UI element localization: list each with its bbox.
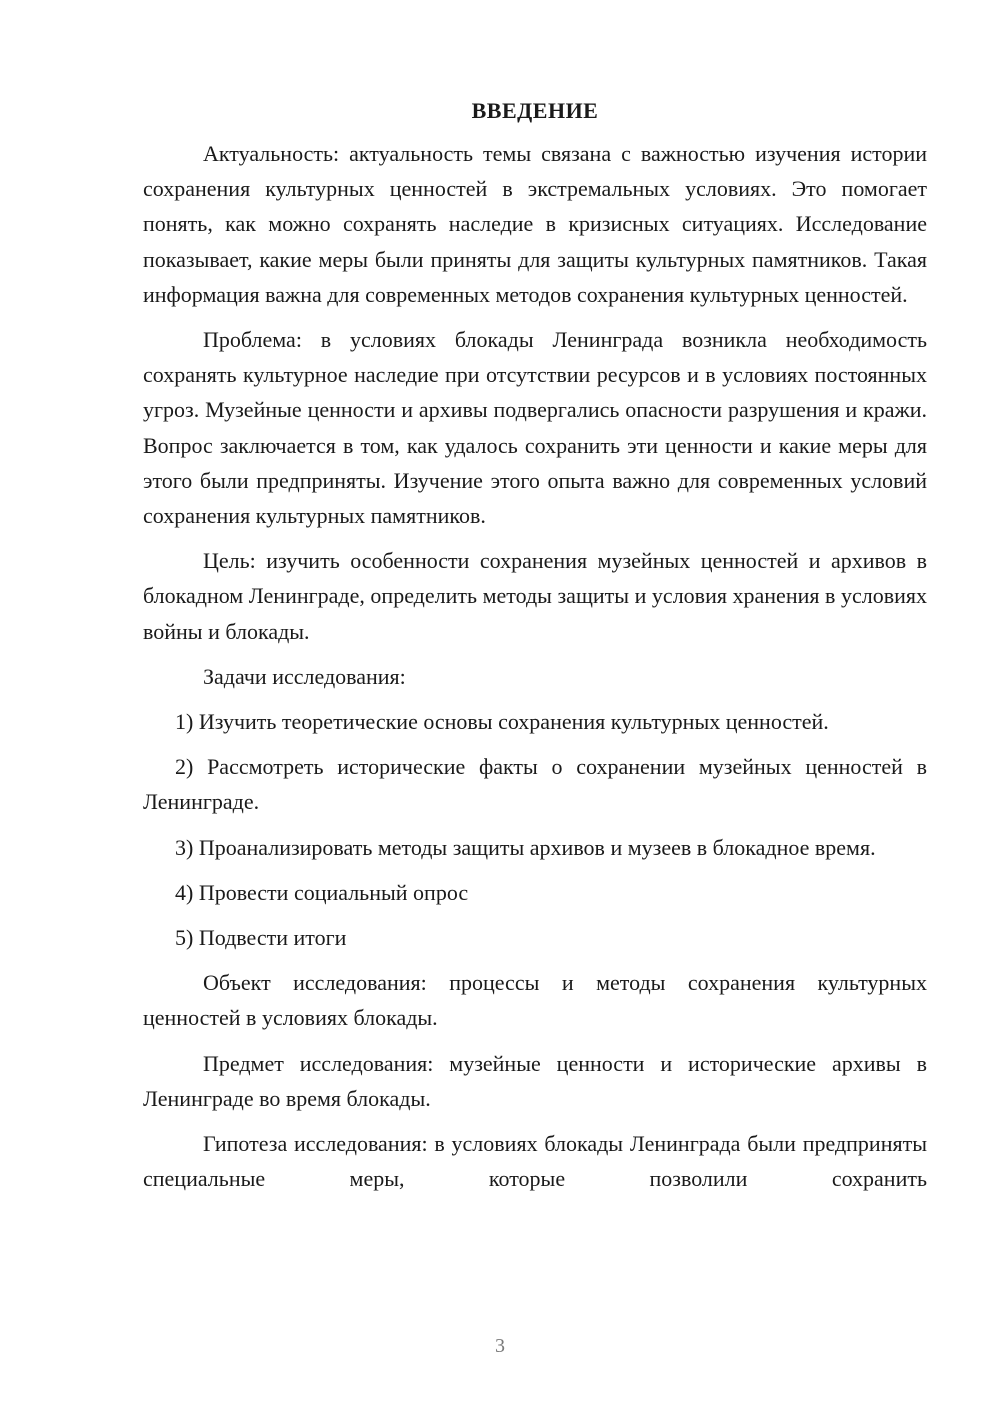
document-page (143, 96, 927, 1206)
paragraph-relevance: Актуальность: актуальность темы связана с важностью изучения истории сохранения культурных ценностей в экстремальных условиях. Это помогает понять, как можно сохранять наследие в кризисных ситуациях. Исследование показывает, какие меры были приняты для защиты культурных памятников. Такая информация важна для современных методов сохранения культурных ценностей. (143, 141, 927, 307)
task-item-2: 2) Рассмотреть исторические факты о сохранении музейных ценностей в Ленинграде. (143, 754, 927, 815)
section-heading: ВВЕДЕНИЕ (471, 98, 599, 123)
paragraph-problem: Проблема: в условиях блокады Ленинграда возникла необходимость сохранять культурное наследие при отсутствии ресурсов и в условиях постоянных угроз. Музейные ценности и архивы подвергались опасности разрушения и кражи. Вопрос заключается в том, как удалось сохранить эти ценности и какие меры для этого были предприняты. Изучение этого опыта важно для современных условий сохранения культурных памятников. (143, 327, 927, 529)
paragraph-goal: Цель: изучить особенности сохранения музейных ценностей и архивов в блокадном Ленинграде, определить методы защиты и условия хранения в условиях войны и блокады. (143, 548, 927, 644)
task-item-1: 1) Изучить теоретические основы сохранения культурных ценностей. (175, 709, 829, 735)
task-item-5: 5) Подвести итоги (175, 925, 347, 951)
paragraph-object: Объект исследования: процессы и методы сохранения культурных ценностей в условиях блокады. (143, 970, 927, 1031)
task-item-4: 4) Провести социальный опрос (175, 879, 469, 905)
paragraph-subject: Предмет исследования: музейные ценности и исторические архивы в Ленинграде во время блокады. (143, 1050, 927, 1111)
task-item-3: 3) Проанализировать методы защиты архивов и музеев в блокадное время. (175, 834, 876, 860)
paragraph-tasks-intro: Задачи исследования: (203, 663, 406, 689)
paragraph-hypothesis: Гипотеза исследования: в условиях блокады Ленинграда были предприняты специальные меры, которые позволили сохранить (143, 1131, 927, 1192)
page-number: 3 (495, 1335, 505, 1357)
